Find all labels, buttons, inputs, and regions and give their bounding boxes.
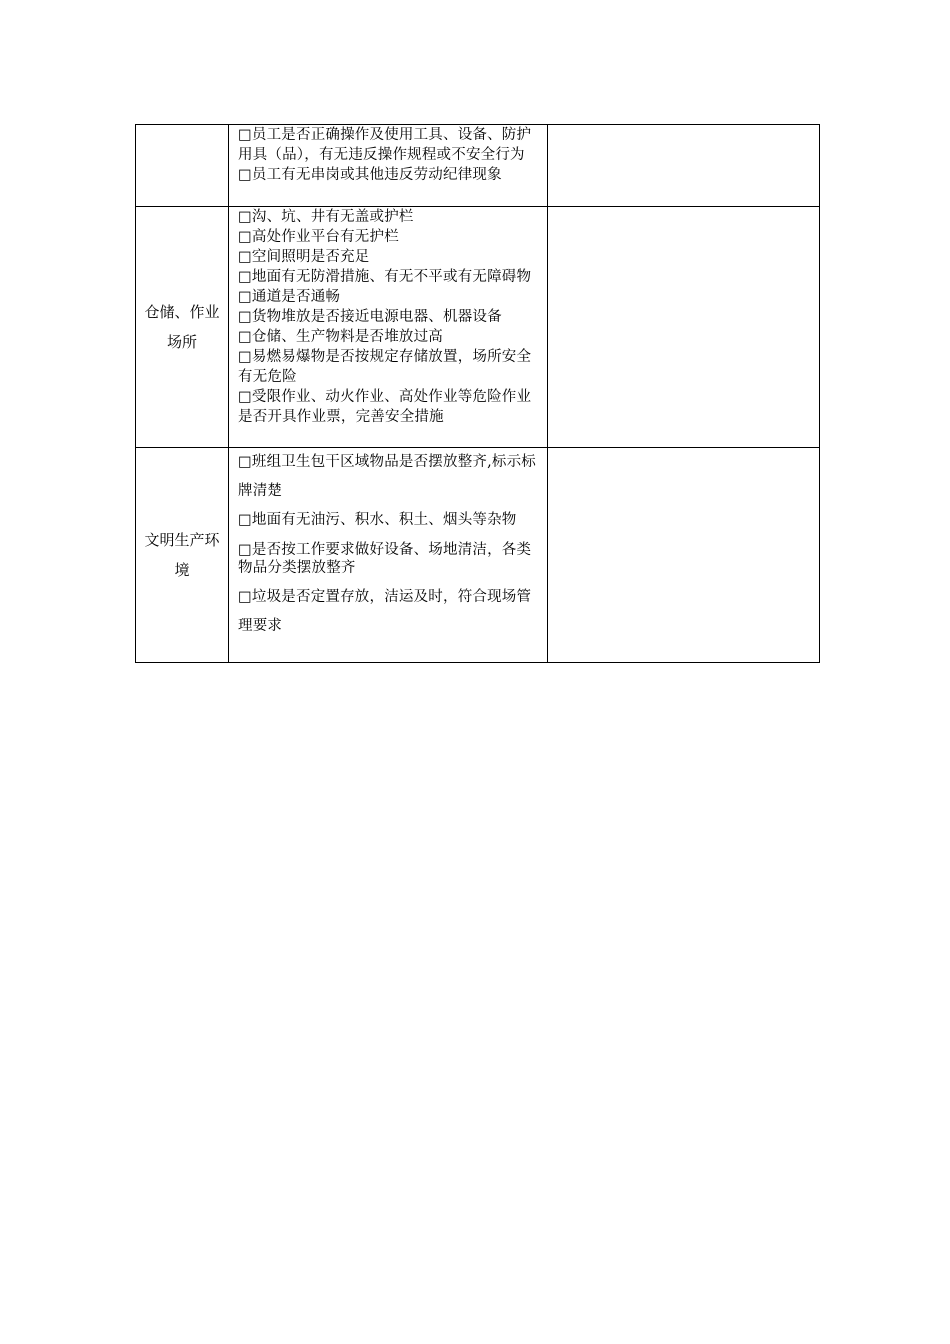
check-item: □高处作业平台有无护栏 (238, 229, 399, 245)
inspection-table (135, 124, 820, 663)
category-cell (136, 125, 229, 207)
check-item: □通道是否通畅 (238, 289, 341, 305)
check-item: □是否按工作要求做好设备、场地清洁，各类物品分类摆放整齐 (238, 542, 532, 576)
table-row (136, 125, 820, 207)
check-items-cell (229, 125, 548, 207)
category-cell: 仓储、作业场所 (136, 207, 229, 448)
check-item: □地面有无油污、积水、积土、烟头等杂物 (238, 512, 517, 528)
check-item: □货物堆放是否接近电源电器、机器设备 (238, 309, 502, 325)
table-row (136, 207, 820, 448)
notes-cell (548, 207, 820, 448)
check-item: □地面有无防滑措施、有无不平或有无障碍物 (238, 269, 532, 285)
check-item: □空间照明是否充足 (238, 249, 370, 265)
notes-cell (548, 448, 820, 663)
notes-cell (548, 125, 820, 207)
check-items-cell (229, 448, 548, 663)
table-row (136, 448, 820, 663)
check-item: □员工是否正确操作及使用工具、设备、防护用具（品），有无违反操作规程或不安全行为 (238, 127, 532, 163)
check-item: □易燃易爆物是否按规定存储放置，场所安全有无危险 (238, 349, 532, 385)
check-item: □员工有无串岗或其他违反劳动纪律现象 (238, 167, 502, 183)
check-item: □班组卫生包干区域物品是否摆放整齐,标示标牌清楚 (238, 454, 537, 499)
category-cell: 文明生产环境 (136, 448, 229, 663)
check-item: □受限作业、动火作业、高处作业等危险作业是否开具作业票，完善安全措施 (238, 389, 532, 425)
check-item: □垃圾是否定置存放，洁运及时，符合现场管理要求 (238, 589, 532, 634)
check-item: □沟、坑、井有无盖或护栏 (238, 209, 414, 225)
check-items-cell (229, 207, 548, 448)
check-item: □仓储、生产物料是否堆放过高 (238, 329, 443, 345)
